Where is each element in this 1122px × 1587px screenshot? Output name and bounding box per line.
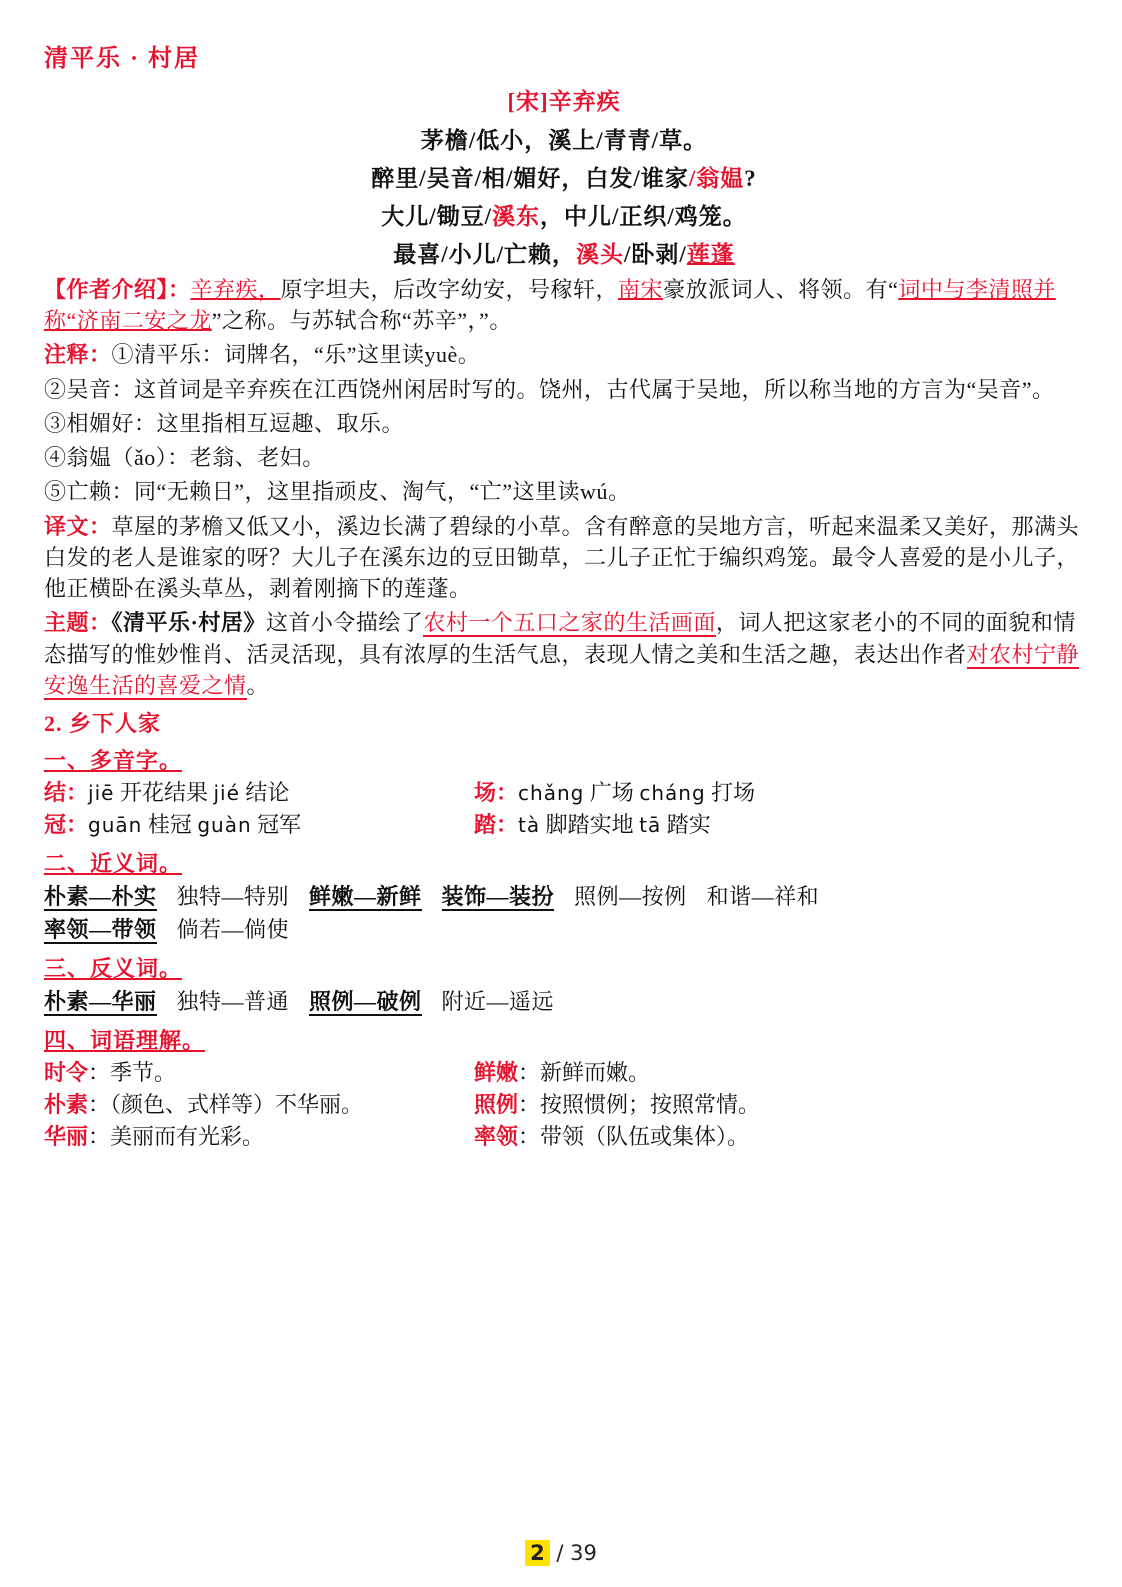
synonym-item: 和谐—祥和 bbox=[706, 883, 820, 909]
author-intro-paragraph bbox=[44, 274, 1084, 336]
synonym-item: 倘若—倘使 bbox=[176, 916, 290, 942]
theme-highlight-1: 农村一个五口之家的生活画面 bbox=[423, 610, 716, 636]
poem-line-3-b: 溪东 bbox=[492, 204, 540, 229]
translation-label: 译文： bbox=[44, 513, 112, 539]
word-meaning-def: ：美丽而有光彩。 bbox=[88, 1123, 265, 1149]
section-head-polyphones bbox=[44, 744, 1084, 775]
polyphone-char-1: 结 bbox=[44, 780, 67, 806]
word-meaning-item bbox=[44, 1121, 474, 1153]
polyphone-pinyin-4b: tā bbox=[639, 812, 662, 837]
translation-text: 草屋的茅檐又低又小，溪边长满了碧绿的小草。含有醉意的吴地方言，听起来温柔又美好，那满头白发的老人是谁家的呀？大儿子在溪东边的豆田锄草，二儿子正忙于编织鸡笼。最令人喜爱的是小儿子，他正横卧在溪头草丛，剥着刚摘下的莲蓬。 bbox=[44, 513, 1080, 602]
poem-author: [宋]辛弃疾 bbox=[507, 89, 621, 114]
synonym-item: 装饰—装扮 bbox=[441, 883, 555, 909]
section-head-synonyms bbox=[44, 847, 1084, 878]
polyphone-pinyin-2b: cháng bbox=[639, 781, 706, 806]
synonym-row-1 bbox=[44, 880, 1084, 913]
word-meaning-def: ：季节。 bbox=[88, 1059, 177, 1085]
notes-item-2: ②吴音：这首词是辛弃疾在江西饶州闲居时写的。饶州，古代属于吴地，所以称当地的方言为“吴音”。 bbox=[44, 376, 1055, 402]
word-meaning-def: ：（颜色、式样等）不华丽。 bbox=[88, 1091, 364, 1117]
word-meaning-term: 朴素 bbox=[44, 1091, 89, 1117]
poem-line-3 bbox=[44, 198, 1084, 231]
translation-paragraph bbox=[44, 511, 1084, 605]
poem-line-4-d: 莲蓬 bbox=[686, 242, 735, 267]
synonym-row-2 bbox=[44, 913, 1084, 946]
polyphone-pinyin-3b: guàn bbox=[197, 812, 252, 837]
notes-item-1-text: ①清平乐：词牌名，“乐”这里读yuè。 bbox=[111, 342, 481, 368]
poem-line-1-text: 茅檐/低小，溪上/青青/草。 bbox=[420, 128, 708, 153]
polyphone-word-4a: 脚踏实地 bbox=[545, 811, 634, 837]
theme-text3: 。 bbox=[246, 672, 270, 698]
notes-item-4: ④翁媪（ǎo）：老翁、老妇。 bbox=[44, 445, 325, 471]
polyphone-word-4b: 踏实 bbox=[666, 811, 711, 837]
page-separator: / bbox=[549, 1541, 571, 1565]
word-meaning-term: 照例 bbox=[474, 1091, 519, 1117]
author-intro-label: 【作者介绍】： bbox=[44, 277, 191, 302]
word-meaning-term: 鲜嫩 bbox=[474, 1059, 519, 1085]
notes-item-1 bbox=[44, 339, 1084, 370]
word-meaning-item bbox=[474, 1057, 1084, 1089]
theme-highlight-2: 对农村宁静安逸生活的喜爱之情 bbox=[44, 641, 1080, 698]
section-head-antonyms-text: 三、反义词。 bbox=[44, 955, 183, 981]
polyphone-char-4: 踏 bbox=[474, 811, 497, 837]
section-head-antonyms bbox=[44, 952, 1084, 983]
notes-label: 注释： bbox=[44, 342, 112, 368]
author-intro-name: 辛弃疾， bbox=[190, 277, 281, 302]
theme-work: 《清平乐·村居》 bbox=[111, 610, 266, 636]
polyphone-char-2: 场 bbox=[474, 780, 497, 806]
word-meaning-term: 华丽 bbox=[44, 1123, 89, 1149]
notes-item-5: ⑤亡赖：同“无赖日”，这里指顽皮、淘气，“亡”这里读wú。 bbox=[44, 479, 631, 505]
polyphone-char-3: 冠 bbox=[44, 811, 67, 837]
polyphone-word-3b: 冠军 bbox=[257, 811, 302, 837]
word-meaning-item bbox=[44, 1057, 474, 1089]
page-footer bbox=[0, 1541, 1122, 1565]
antonym-item: 朴素—华丽 bbox=[44, 988, 157, 1014]
antonym-item: 独特—普通 bbox=[176, 988, 290, 1014]
polyphone-pinyin-4a: tà bbox=[518, 812, 541, 837]
poem-line-2 bbox=[44, 160, 1084, 193]
poem-line-3-a: 大儿/锄豆/ bbox=[381, 204, 492, 229]
notes-item-3: ③相媚好：这里指相互逗趣、取乐。 bbox=[44, 410, 405, 436]
polyphone-row-1 bbox=[44, 777, 1084, 809]
author-intro-dynasty: 南宋 bbox=[618, 277, 664, 302]
polyphone-word-1a: 开花结果 bbox=[119, 780, 208, 806]
word-meaning-term: 时令 bbox=[44, 1059, 89, 1085]
poem-line-4 bbox=[44, 236, 1084, 269]
word-meaning-row-1 bbox=[44, 1057, 1084, 1089]
theme-paragraph bbox=[44, 607, 1084, 701]
lesson-title: 2. 乡下人家 bbox=[44, 711, 162, 737]
polyphone-row-2 bbox=[44, 809, 1084, 841]
word-meaning-term: 率领 bbox=[474, 1123, 519, 1149]
poem-line-4-c: /卧剥/ bbox=[624, 242, 687, 267]
theme-text1: 这首小令描绘了 bbox=[265, 610, 424, 636]
section-head-word-meanings-text: 四、词语理解。 bbox=[44, 1027, 206, 1053]
polyphone-word-2a: 广场 bbox=[589, 780, 634, 806]
synonym-item: 鲜嫩—新鲜 bbox=[309, 883, 422, 909]
author-intro-text1: 原字坦夫，后改字幼安，号稼轩， bbox=[280, 277, 619, 302]
polyphone-item-4: 踏：tà 脚踏实地 tā 踏实 bbox=[474, 811, 711, 837]
polyphone-pinyin-1a: jiē bbox=[88, 781, 115, 806]
antonym-item: 附近—遥远 bbox=[441, 988, 555, 1014]
poem-line-2-c: ? bbox=[744, 166, 757, 191]
polyphone-item-3: 冠：guān 桂冠 guàn 冠军 bbox=[44, 811, 302, 837]
poem-line-4-a: 最喜/小儿/亡赖， bbox=[393, 242, 576, 267]
poem-line-3-c: ，中儿/正织/鸡笼。 bbox=[540, 204, 747, 229]
word-meaning-item bbox=[474, 1121, 1084, 1153]
page-title: 清平乐 · 村居 bbox=[44, 46, 201, 72]
author-intro-text3: ”之称。与苏轼合称“苏辛”，”。 bbox=[211, 308, 512, 334]
word-meaning-item bbox=[44, 1089, 474, 1121]
word-meaning-item bbox=[474, 1089, 1084, 1121]
word-meaning-def: ：带领（队伍或集体）。 bbox=[518, 1123, 750, 1149]
polyphone-item-2: 场：chǎng 广场 cháng 打场 bbox=[474, 780, 756, 806]
word-meaning-def: ：按照惯例；按照常情。 bbox=[518, 1091, 761, 1117]
synonym-item: 率领—带领 bbox=[44, 916, 157, 942]
antonym-row-1 bbox=[44, 985, 1084, 1018]
current-page-number: 2 bbox=[525, 1540, 550, 1566]
section-head-polyphones-text: 一、多音字。 bbox=[44, 748, 183, 774]
polyphone-pinyin-3a: guān bbox=[88, 812, 143, 837]
page-content bbox=[44, 38, 1084, 1153]
synonym-item: 照例—按例 bbox=[574, 883, 687, 909]
poem-line-4-b: 溪头 bbox=[576, 242, 624, 267]
polyphone-item-1: 结：jiē 开花结果 jié 结论 bbox=[44, 780, 290, 806]
word-meaning-row-2 bbox=[44, 1089, 1084, 1121]
word-meaning-def: ：新鲜而嫩。 bbox=[518, 1059, 651, 1085]
polyphone-pinyin-2a: chǎng bbox=[518, 781, 585, 806]
poem-line-1 bbox=[44, 122, 1084, 155]
section-head-synonyms-text: 二、近义词。 bbox=[44, 850, 183, 876]
polyphone-word-1b: 结论 bbox=[245, 780, 290, 806]
synonym-item: 独特—特别 bbox=[176, 883, 290, 909]
polyphone-word-2b: 打场 bbox=[711, 780, 756, 806]
author-intro-text2: 豪放派词人、将领。有“ bbox=[663, 277, 899, 302]
polyphone-word-3a: 桂冠 bbox=[147, 811, 192, 837]
theme-text2: ，词人把这家老小的不同的面貌和情态描写的惟妙惟肖、活灵活现，具有浓厚的生活气息，表现人情之美和生活之趣，表达出作者 bbox=[44, 610, 1076, 667]
poem-line-2-a: 醉里/吴音/相/媚好，白发/谁家 bbox=[371, 166, 689, 191]
author-intro-quote: 词中与李清照并称“济南二安之龙 bbox=[44, 277, 1056, 334]
polyphone-pinyin-1b: jié bbox=[213, 781, 240, 806]
total-pages: 39 bbox=[570, 1541, 597, 1565]
theme-label: 主题： bbox=[44, 610, 112, 636]
synonym-item: 朴素—朴实 bbox=[44, 883, 157, 909]
section-head-word-meanings bbox=[44, 1024, 1084, 1055]
poem-line-2-b: /翁媪 bbox=[688, 166, 745, 191]
word-meaning-row-3 bbox=[44, 1121, 1084, 1153]
antonym-item: 照例—破例 bbox=[309, 988, 422, 1014]
